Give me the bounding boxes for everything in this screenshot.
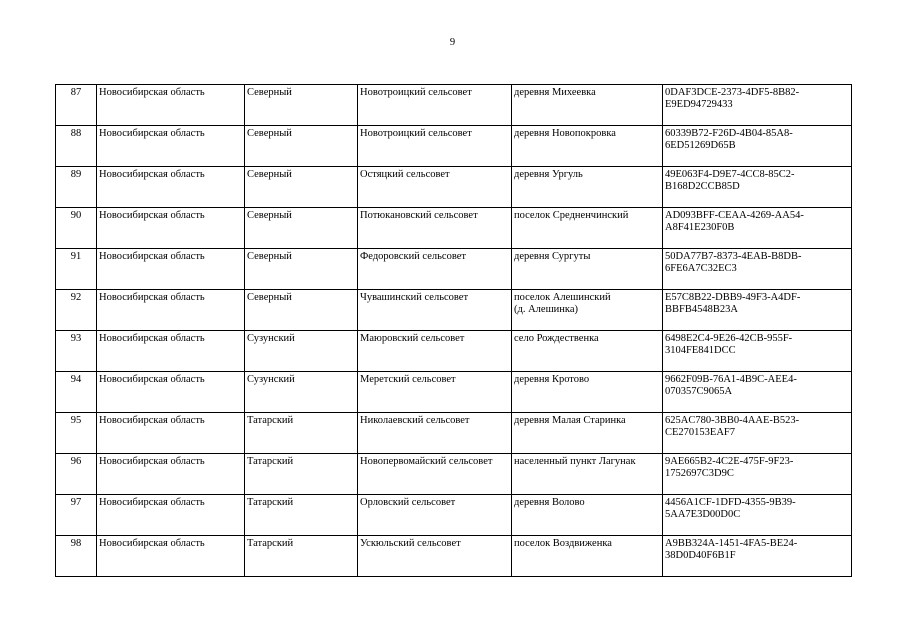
table-row bbox=[56, 85, 852, 126]
settlement-cell bbox=[512, 454, 663, 495]
guid-cell bbox=[663, 208, 852, 249]
row-number-cell-text: 98 bbox=[70, 538, 82, 549]
council-cell-text: Остяцкий сельсовет bbox=[360, 169, 450, 180]
region-cell bbox=[97, 413, 245, 454]
guid-cell bbox=[663, 536, 852, 577]
region-cell-text: Новосибирская область bbox=[99, 415, 205, 426]
region-cell-text: Новосибирская область bbox=[99, 87, 205, 98]
region-cell-text: Новосибирская область bbox=[99, 251, 205, 262]
council-cell bbox=[358, 454, 512, 495]
region-cell-text: Новосибирская область bbox=[99, 374, 205, 385]
table-row bbox=[56, 372, 852, 413]
row-number-cell-text: 87 bbox=[70, 87, 82, 98]
council-cell-text: Новотроицкий сельсовет bbox=[360, 128, 472, 139]
council-cell-text: Орловский сельсовет bbox=[360, 497, 456, 508]
row-number-cell-text: 91 bbox=[70, 251, 82, 262]
row-number-cell bbox=[56, 454, 97, 495]
settlement-cell bbox=[512, 290, 663, 331]
guid-cell bbox=[663, 126, 852, 167]
row-number-cell bbox=[56, 290, 97, 331]
table-row bbox=[56, 249, 852, 290]
row-number-cell-text: 89 bbox=[70, 169, 82, 180]
district-cell-text: Северный bbox=[247, 292, 292, 303]
guid-cell-text: 9662F09B-76A1-4B9C-AEE4- bbox=[665, 374, 797, 385]
settlement-cell-text: деревня Волово bbox=[514, 497, 585, 508]
settlement-cell bbox=[512, 495, 663, 536]
row-number-cell bbox=[56, 208, 97, 249]
council-cell-text: Новотроицкий сельсовет bbox=[360, 87, 472, 98]
guid-cell-text: 1752697C3D9C bbox=[665, 468, 734, 479]
district-cell-text: Северный bbox=[247, 128, 292, 139]
guid-cell-text: 6FE6A7C32EC3 bbox=[665, 263, 737, 274]
council-cell-text: Меретский сельсовет bbox=[360, 374, 456, 385]
settlement-cell-text: деревня Кротово bbox=[514, 374, 590, 385]
row-number-cell-text: 90 bbox=[70, 210, 82, 221]
table-row bbox=[56, 208, 852, 249]
district-cell bbox=[245, 536, 358, 577]
council-cell bbox=[358, 167, 512, 208]
council-cell bbox=[358, 85, 512, 126]
district-cell bbox=[245, 208, 358, 249]
guid-cell bbox=[663, 331, 852, 372]
council-cell-text: Николаевский сельсовет bbox=[360, 415, 470, 426]
guid-cell-text: BBFB4548B23A bbox=[665, 304, 738, 315]
district-cell-text: Северный bbox=[247, 210, 292, 221]
settlement-cell-text: поселок Воздвиженка bbox=[514, 538, 612, 549]
settlement-cell-text: поселок Алешинский bbox=[514, 292, 611, 303]
district-cell bbox=[245, 126, 358, 167]
row-number-cell bbox=[56, 495, 97, 536]
district-cell bbox=[245, 495, 358, 536]
district-cell bbox=[245, 249, 358, 290]
district-cell-text: Татарский bbox=[247, 415, 294, 426]
council-cell bbox=[358, 536, 512, 577]
district-cell-text: Татарский bbox=[247, 497, 294, 508]
council-cell bbox=[358, 290, 512, 331]
guid-cell-text: 60339B72-F26D-4B04-85A8- bbox=[665, 128, 793, 139]
table-row bbox=[56, 413, 852, 454]
district-cell-text: Сузунский bbox=[247, 374, 295, 385]
guid-cell bbox=[663, 495, 852, 536]
district-cell-text: Сузунский bbox=[247, 333, 295, 344]
region-cell-text: Новосибирская область bbox=[99, 456, 205, 467]
guid-cell-text: 38D0D40F6B1F bbox=[665, 550, 736, 561]
guid-cell-text: 3104FE841DCC bbox=[665, 345, 736, 356]
guid-cell bbox=[663, 167, 852, 208]
settlement-cell-text: поселок Средненчинский bbox=[514, 210, 629, 221]
table-row bbox=[56, 126, 852, 167]
council-cell-text: Маюровский сельсовет bbox=[360, 333, 465, 344]
region-cell-text: Новосибирская область bbox=[99, 169, 205, 180]
guid-cell-text: 5AA7E3D00D0C bbox=[665, 509, 741, 520]
settlement-cell-text: деревня Ургуль bbox=[514, 169, 583, 180]
region-cell bbox=[97, 208, 245, 249]
row-number-cell bbox=[56, 372, 97, 413]
district-cell-text: Северный bbox=[247, 169, 292, 180]
guid-cell-text: 49E063F4-D9E7-4CC8-85C2- bbox=[665, 169, 795, 180]
table-row bbox=[56, 290, 852, 331]
guid-cell-text: A8F41E230F0B bbox=[665, 222, 735, 233]
settlement-cell bbox=[512, 536, 663, 577]
row-number-cell-text: 96 bbox=[70, 456, 82, 467]
guid-cell-text: E57C8B22-DBB9-49F3-A4DF- bbox=[665, 292, 801, 303]
council-cell bbox=[358, 331, 512, 372]
settlement-cell bbox=[512, 331, 663, 372]
settlement-cell bbox=[512, 167, 663, 208]
settlement-cell bbox=[512, 85, 663, 126]
settlement-cell-text: деревня Сургуты bbox=[514, 251, 591, 262]
guid-cell bbox=[663, 85, 852, 126]
region-cell-text: Новосибирская область bbox=[99, 292, 205, 303]
settlement-cell-text: деревня Михеевка bbox=[514, 87, 596, 98]
council-cell bbox=[358, 495, 512, 536]
region-cell bbox=[97, 167, 245, 208]
region-cell-text: Новосибирская область bbox=[99, 128, 205, 139]
settlement-cell bbox=[512, 372, 663, 413]
table-row bbox=[56, 167, 852, 208]
district-cell-text: Татарский bbox=[247, 538, 294, 549]
guid-cell-text: A9BB324A-1451-4FA5-BE24- bbox=[665, 538, 798, 549]
settlement-cell bbox=[512, 208, 663, 249]
region-cell-text: Новосибирская область bbox=[99, 210, 205, 221]
district-cell bbox=[245, 454, 358, 495]
row-number-cell bbox=[56, 331, 97, 372]
district-cell-text: Северный bbox=[247, 87, 292, 98]
region-cell bbox=[97, 372, 245, 413]
settlement-cell-text: деревня Новопокровка bbox=[514, 128, 616, 139]
council-cell-text: Потюкановский сельсовет bbox=[360, 210, 478, 221]
guid-cell-text: 0DAF3DCE-2373-4DF5-8B82- bbox=[665, 87, 800, 98]
settlement-cell bbox=[512, 249, 663, 290]
settlements-table bbox=[55, 84, 852, 577]
council-cell bbox=[358, 372, 512, 413]
row-number-cell bbox=[56, 167, 97, 208]
region-cell bbox=[97, 495, 245, 536]
guid-cell bbox=[663, 249, 852, 290]
row-number-cell bbox=[56, 536, 97, 577]
guid-cell-text: 070357C9065A bbox=[665, 386, 733, 397]
settlement-cell-text: населенный пункт Лагунак bbox=[514, 456, 636, 467]
table-row bbox=[56, 536, 852, 577]
region-cell-text: Новосибирская область bbox=[99, 497, 205, 508]
district-cell-text: Северный bbox=[247, 251, 292, 262]
settlement-cell-text: деревня Малая Старинка bbox=[514, 415, 626, 426]
row-number-cell-text: 92 bbox=[70, 292, 82, 303]
row-number-cell bbox=[56, 413, 97, 454]
guid-cell-text: 625AC780-3BB0-4AAE-B523- bbox=[665, 415, 800, 426]
settlement-cell bbox=[512, 126, 663, 167]
row-number-cell bbox=[56, 249, 97, 290]
region-cell bbox=[97, 454, 245, 495]
district-cell bbox=[245, 85, 358, 126]
page-number: 9 bbox=[449, 37, 456, 48]
table-body bbox=[56, 85, 852, 577]
settlement-cell-text: село Рождественка bbox=[514, 333, 599, 344]
council-cell-text: Ускюльский сельсовет bbox=[360, 538, 461, 549]
council-cell bbox=[358, 413, 512, 454]
council-cell bbox=[358, 126, 512, 167]
guid-cell-text: AD093BFF-CEAA-4269-AA54- bbox=[665, 210, 804, 221]
region-cell bbox=[97, 331, 245, 372]
row-number-cell-text: 95 bbox=[70, 415, 82, 426]
region-cell bbox=[97, 126, 245, 167]
council-cell-text: Федоровский сельсовет bbox=[360, 251, 466, 262]
row-number-cell bbox=[56, 85, 97, 126]
row-number-cell-text: 97 bbox=[70, 497, 82, 508]
region-cell-text: Новосибирская область bbox=[99, 538, 205, 549]
district-cell bbox=[245, 413, 358, 454]
guid-cell bbox=[663, 454, 852, 495]
table-row bbox=[56, 331, 852, 372]
region-cell bbox=[97, 536, 245, 577]
council-cell-text: Новопервомайский сельсовет bbox=[360, 456, 493, 467]
council-cell bbox=[358, 249, 512, 290]
row-number-cell-text: 93 bbox=[70, 333, 82, 344]
row-number-cell-text: 94 bbox=[70, 374, 82, 385]
guid-cell-text: B168D2CCB85D bbox=[665, 181, 740, 192]
guid-cell-text: 50DA77B7-8373-4EAB-B8DB- bbox=[665, 251, 802, 262]
row-number-cell bbox=[56, 126, 97, 167]
row-number-cell-text: 88 bbox=[70, 128, 82, 139]
guid-cell bbox=[663, 413, 852, 454]
region-cell-text: Новосибирская область bbox=[99, 333, 205, 344]
settlement-cell-text: (д. Алешинка) bbox=[514, 304, 578, 315]
table-row bbox=[56, 495, 852, 536]
guid-cell-text: E9ED94729433 bbox=[665, 99, 733, 110]
district-cell bbox=[245, 331, 358, 372]
council-cell-text: Чувашинский сельсовет bbox=[360, 292, 469, 303]
guid-cell-text: 9AE665B2-4C2E-475F-9F23- bbox=[665, 456, 794, 467]
guid-cell-text: 4456A1CF-1DFD-4355-9B39- bbox=[665, 497, 796, 508]
guid-cell bbox=[663, 290, 852, 331]
settlement-cell bbox=[512, 413, 663, 454]
guid-cell-text: CE270153EAF7 bbox=[665, 427, 736, 438]
district-cell bbox=[245, 167, 358, 208]
guid-cell bbox=[663, 372, 852, 413]
district-cell bbox=[245, 290, 358, 331]
region-cell bbox=[97, 290, 245, 331]
region-cell bbox=[97, 85, 245, 126]
guid-cell-text: 6ED51269D65B bbox=[665, 140, 736, 151]
guid-cell-text: 6498E2C4-9E26-42CB-955F- bbox=[665, 333, 793, 344]
district-cell-text: Татарский bbox=[247, 456, 294, 467]
region-cell bbox=[97, 249, 245, 290]
table-row bbox=[56, 454, 852, 495]
district-cell bbox=[245, 372, 358, 413]
council-cell bbox=[358, 208, 512, 249]
